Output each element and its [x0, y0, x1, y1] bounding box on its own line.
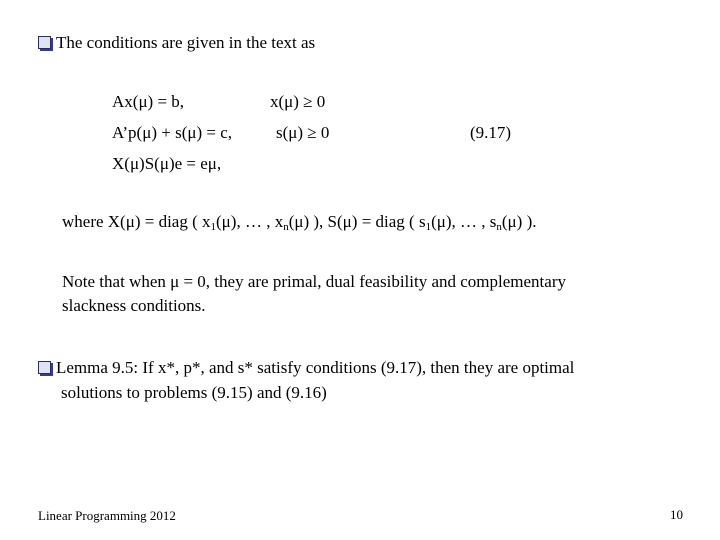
- where-sub-3: 1: [425, 221, 432, 233]
- square-bullet-icon: [38, 361, 51, 374]
- lemma-bullet: [38, 358, 574, 378]
- lemma-line-1: Lemma 9.5: If x*, p*, and s* satisfy conditions (9.17), then they are optimal: [56, 358, 575, 377]
- footer-course: Linear Programming 2012: [38, 508, 176, 523]
- eq-row1-left: Ax(μ) = b,: [112, 92, 185, 111]
- where-part-1: where X(μ) = diag ( x: [62, 212, 211, 231]
- note-line-1: Note that when μ = 0, they are primal, dual feasibility and complementary: [62, 272, 566, 291]
- note-line-2: slackness conditions.: [62, 296, 206, 315]
- square-bullet-icon: [38, 36, 51, 49]
- eq-row2-right: s(μ) ≥ 0: [276, 123, 330, 142]
- page-number: 10: [670, 507, 683, 522]
- where-part-2: (μ), … , x: [216, 212, 284, 231]
- eq-row1-right: x(μ) ≥ 0: [270, 92, 326, 111]
- intro-bullet: [38, 33, 315, 53]
- where-sub-4: n: [496, 221, 502, 233]
- lemma-line-2: solutions to problems (9.15) and (9.16): [61, 383, 327, 402]
- where-sub-1: 1: [210, 221, 217, 233]
- intro-text: The conditions are given in the text as: [56, 33, 316, 52]
- where-sub-2: n: [283, 221, 289, 233]
- where-part-4: (μ), … , s: [431, 212, 497, 231]
- where-part-3: (μ) ), S(μ) = diag ( s: [288, 212, 426, 231]
- eq-row3-left: X(μ)S(μ)e = eμ,: [112, 154, 222, 173]
- eq-row2-left: A’p(μ) + s(μ) = c,: [112, 123, 233, 142]
- where-definition: [62, 210, 537, 234]
- where-part-5: (μ) ).: [501, 212, 537, 231]
- equation-number: (9.17): [470, 123, 512, 142]
